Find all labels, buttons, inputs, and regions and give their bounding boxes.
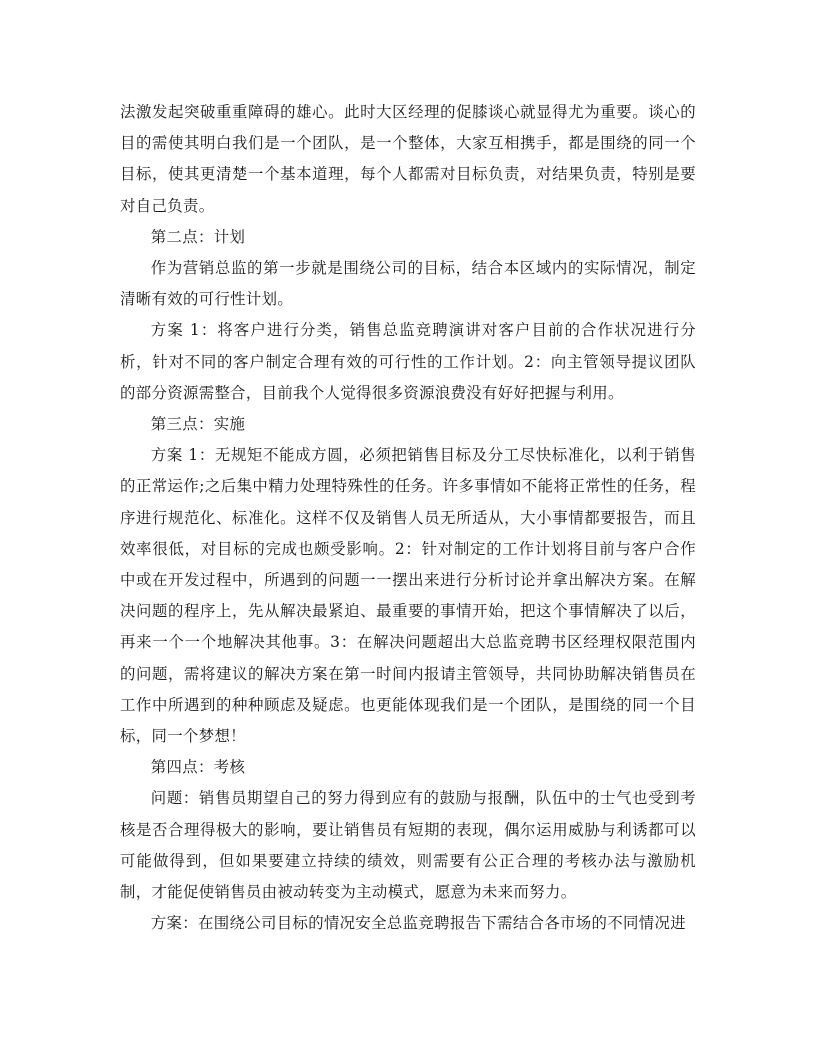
paragraph-plan-solution: 方案 1：将客户进行分类，销售总监竞聘演讲对客户目前的合作状况进行分析，针对不同的客户制定合理有效的可行性的工作计划。2：向主管领导提议团队的部分资源需整合，目前我个人觉得很多资源浪费没有好好把握与利用。: [120, 321, 696, 402]
section-heading-assessment: 第四点：考核: [150, 758, 246, 777]
paragraph-assessment-solution: 方案：在围绕公司目标的情况安全总监竞聘报告下需结合各市场的不同情况进: [150, 914, 686, 933]
section-heading-implementation: 第三点：实施: [150, 415, 246, 434]
section-heading-plan: 第二点：计划: [150, 227, 246, 246]
paragraph-assessment-problem: 问题：销售员期望自己的努力得到应有的鼓励与报酬，队伍中的士气也受到考核是否合理得极大的影响，要让销售员有短期的表现，偶尔运用威胁与利诱都可以可能做得到，但如果要建立持续的绩效，则需要有公正合理的考核办法与激励机制，才能促使销售员由被动转变为主动模式，愿意为未来而努力。: [120, 789, 696, 902]
paragraph-plan-intro: 作为营销总监的第一步就是围绕公司的目标，结合本区域内的实际情况，制定清晰有效的可行性计划。: [120, 259, 696, 309]
paragraph-continuation: 法激发起突破重重障碍的雄心。此时大区经理的促膝谈心就显得尤为重要。谈心的目的需使其明白我们是一个团队，是一个整体，大家互相携手，都是围绕的同一个目标，使其更清楚一个基本道理，每个人都需对目标负责，对结果负责，特别是要对自己负责。: [120, 103, 696, 215]
paragraph-implementation-solution: 方案 1：无规矩不能成方圆，必须把销售目标及分工尽快标准化，以利于销售的正常运作;之后集中精力处理特殊性的任务。许多事情如不能将正常性的任务，程序进行规范化、标准化。这样不仅及销售人员无所适从，大小事情都要报告，而且效率很低，对目标的完成也颇受影响。2：针对制定的工作计划将目前与客户合作中或在开发过程中，所遇到的问题一一摆出来进行分析讨论并拿出解决方案。在解决问题的程序上，先从解决最紧迫、最重要的事情开始，把这个事情解决了以后，再来一个一个地解决其他事。3：在解决问题超出大总监竞聘书区经理权限范围内的问题，需将建议的解决方案在第一时间内报请主管领导，共同协助解决销售员在工作中所遇到的种种顾虑及疑虑。也更能体现我们是一个团队，是围绕的同一个目标，同一个梦想！: [120, 446, 696, 746]
document-body: [120, 97, 696, 939]
